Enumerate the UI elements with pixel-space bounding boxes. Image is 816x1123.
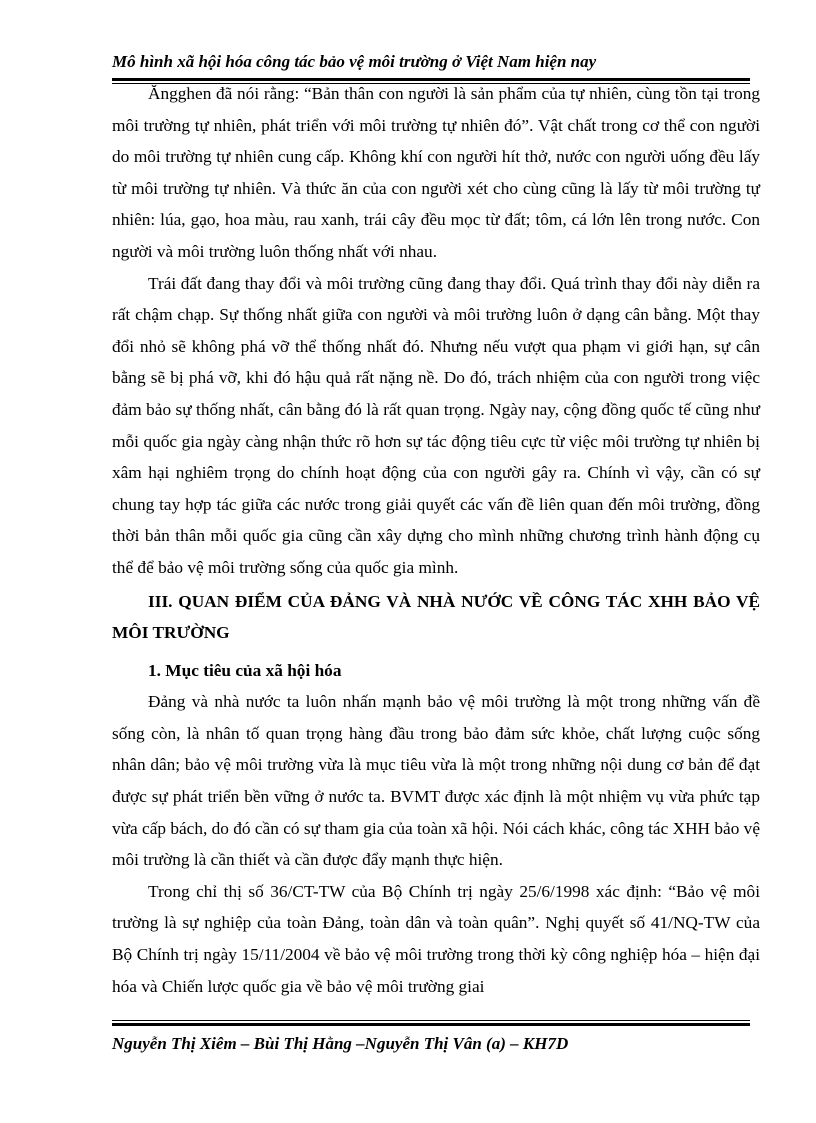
footer-rule-thin	[112, 1020, 750, 1021]
page-footer	[112, 1020, 750, 1056]
body-paragraph: Trong chỉ thị số 36/CT-TW của Bộ Chính trị ngày 25/6/1998 xác định: “Bảo vệ môi trường là sự nghiệp của toàn Đảng, toàn dân và toàn quân”. Nghị quyết số 41/NQ-TW của Bộ Chính trị ngày 15/11/2004 về bảo vệ môi trường trong thời kỳ công nghiệp hóa – hiện đại hóa và Chiến lược quốc gia về bảo vệ môi trường giai	[112, 881, 760, 996]
section-heading: III. QUAN ĐIỂM CỦA ĐẢNG VÀ NHÀ NƯỚC VỀ CÔNG TÁC XHH BẢO VỆ MÔI TRƯỜNG	[112, 591, 760, 643]
page-body	[112, 78, 760, 1002]
subsection-heading: 1. Mục tiêu của xã hội hóa	[148, 660, 342, 680]
body-paragraph: Ăngghen đã nói rằng: “Bản thân con người là sản phẩm của tự nhiên, cùng tồn tại trong môi trường tự nhiên, phát triển với môi trường tự nhiên đó”. Vật chất trong cơ thể con người do môi trường tự nhiên cung cấp. Không khí con người hít thở, nước con người uống đều lấy từ môi trường tự nhiên. Và thức ăn của con người xét cho cùng cũng là lấy từ môi trường tự nhiên: lúa, gạo, hoa màu, rau xanh, trái cây đều mọc từ đất; tôm, cá lớn lên trong nước. Con người và môi trường luôn thống nhất với nhau.	[112, 84, 760, 261]
body-paragraph: Trái đất đang thay đổi và môi trường cũng đang thay đổi. Quá trình thay đổi này diễn ra rất chậm chạp. Sự thống nhất giữa con người và môi trường luôn ở dạng cân bằng. Một thay đổi nhỏ sẽ không phá vỡ thể thống nhất đó. Nhưng nếu vượt qua phạm vi giới hạn, sự cân bằng sẽ bị phá vỡ, khi đó hậu quả rất nặng nề. Do đó, trách nhiệm của con người trong việc đảm bảo sự thống nhất, cân bằng đó là rất quan trọng. Ngày nay, cộng đồng quốc tế cũng như mỗi quốc gia ngày càng nhận thức rõ hơn sự tác động tiêu cực từ việc môi trường tự nhiên bị xâm hại nghiêm trọng do chính hoạt động của con người gây ra. Chính vì vậy, cần có sự chung tay hợp tác giữa các nước trong giải quyết các vấn đề liên quan đến môi trường, đồng thời bản thân mỗi quốc gia cũng cần xây dựng cho mình những chương trình hành động cụ thể để bảo vệ môi trường sống của quốc gia mình.	[112, 273, 760, 577]
footer-authors: Nguyễn Thị Xiêm – Bùi Thị Hằng –Nguyễn Thị Vân (a) – KH7D	[112, 1034, 569, 1053]
header-title: Mô hình xã hội hóa công tác bảo vệ môi trường ở Việt Nam hiện nay	[112, 52, 597, 71]
body-paragraph: Đảng và nhà nước ta luôn nhấn mạnh bảo vệ môi trường là một trong những vấn đề sống còn, là nhân tố quan trọng hàng đầu trong bảo đảm sức khỏe, chất lượng cuộc sống nhân dân; bảo vệ môi trường vừa là mục tiêu vừa là một trong những nội dung cơ bản để đạt được sự phát triển bền vững ở nước ta. BVMT được xác định là một nhiệm vụ vừa phức tạp vừa cấp bách, do đó cần có sự tham gia của toàn xã hội. Nói cách khác, công tác XHH bảo vệ môi trường là cần thiết và cần được đẩy mạnh thực hiện.	[112, 692, 760, 870]
footer-rule-thick	[112, 1023, 750, 1026]
